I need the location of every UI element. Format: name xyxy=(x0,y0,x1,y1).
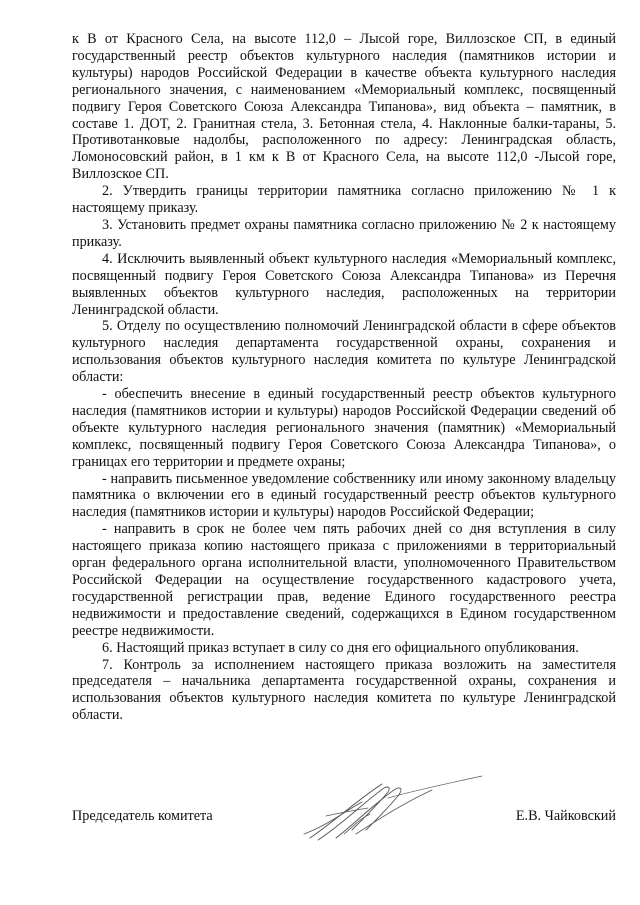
paragraph-1-continuation: к В от Красного Села, на высоте 112,0 – Лысой горе, Виллозское СП, в единый государственный реестр объектов культурного наследия (памятников истории и культуры) народов Российской Федерации в качестве объекта культурного наследия регионального значения, с наименованием «Мемориальный комплекс, посвященный подвигу Героя Советского Союза Александра Типанова», вид объекта – памятник, в составе 1. ДОТ, 2. Гранитная стела, 3. Бетонная стела, 4. Наклонные балки-тараны, 5. Противотанковые надолбы, расположенного по адресу: Ленинградская область, Ломоносовский район, в 1 км к В от Красного Села, на высоте 112,0 -Лысой горе, Виллозское СП. xyxy=(72,31,616,183)
signatory-role: Председатель комитета xyxy=(72,808,213,824)
signature-block xyxy=(72,808,616,848)
paragraph-5-item-3: - направить в срок не более чем пять рабочих дней со дня вступления в силу настоящего приказа копию настоящего приказа с приложениями в территориальный орган федерального органа исполнительной власти, уполномоченного Правительством Российской Федерации на осуществление государственного кадастрового учета, государственной регистрации прав, ведение Единого государственного реестра недвижимости и предоставление сведений, содержащихся в Едином государственном реестре недвижимости. xyxy=(72,521,616,639)
paragraph-2: 2. Утвердить границы территории памятника согласно приложению № 1 к настоящему приказу. xyxy=(72,183,616,217)
paragraph-5-item-1: - обеспечить внесение в единый государственный реестр объектов культурного наследия (памятников истории и культуры) народов Российской Федерации сведений об объекте культурного наследия регионального значения (памятник) «Мемориальный комплекс, посвященный подвигу Героя Советского Союза Александра Типанова», о границах его территории и предмете охраны; xyxy=(72,386,616,470)
paragraph-3: 3. Установить предмет охраны памятника согласно приложению № 2 к настоящему приказу. xyxy=(72,216,616,250)
paragraph-4: 4. Исключить выявленный объект культурного наследия «Мемориальный комплекс, посвященный подвигу Героя Советского Союза Александра Типанова» из Перечня выявленных объектов культурного наследия, расположенных на территории Ленинградской области. xyxy=(72,250,616,318)
signatory-name: Е.В. Чайковский xyxy=(515,808,616,824)
paragraph-6: 6. Настоящий приказ вступает в силу со дня его официального опубликования. xyxy=(102,639,579,656)
paragraph-5: 5. Отделу по осуществлению полномочий Ленинградской области в сфере объектов культурного наследия департамента государственной охраны, сохранения и использования объектов культурного наследия комитета по культуре Ленинградской области: xyxy=(72,318,616,386)
paragraph-5-item-2: - направить письменное уведомление собственнику или иному законному владельцу памятника о включении его в единый государственный реестр объектов культурного наследия (памятников истории и культуры) народов Российской Федерации; xyxy=(72,470,616,521)
paragraph-7: 7. Контроль за исполнением настоящего приказа возложить на заместителя председателя – начальника департамента государственной охраны, сохранения и использования объектов культурного наследия комитета по культуре Ленинградской области. xyxy=(72,656,616,724)
handwritten-signature xyxy=(296,768,516,848)
